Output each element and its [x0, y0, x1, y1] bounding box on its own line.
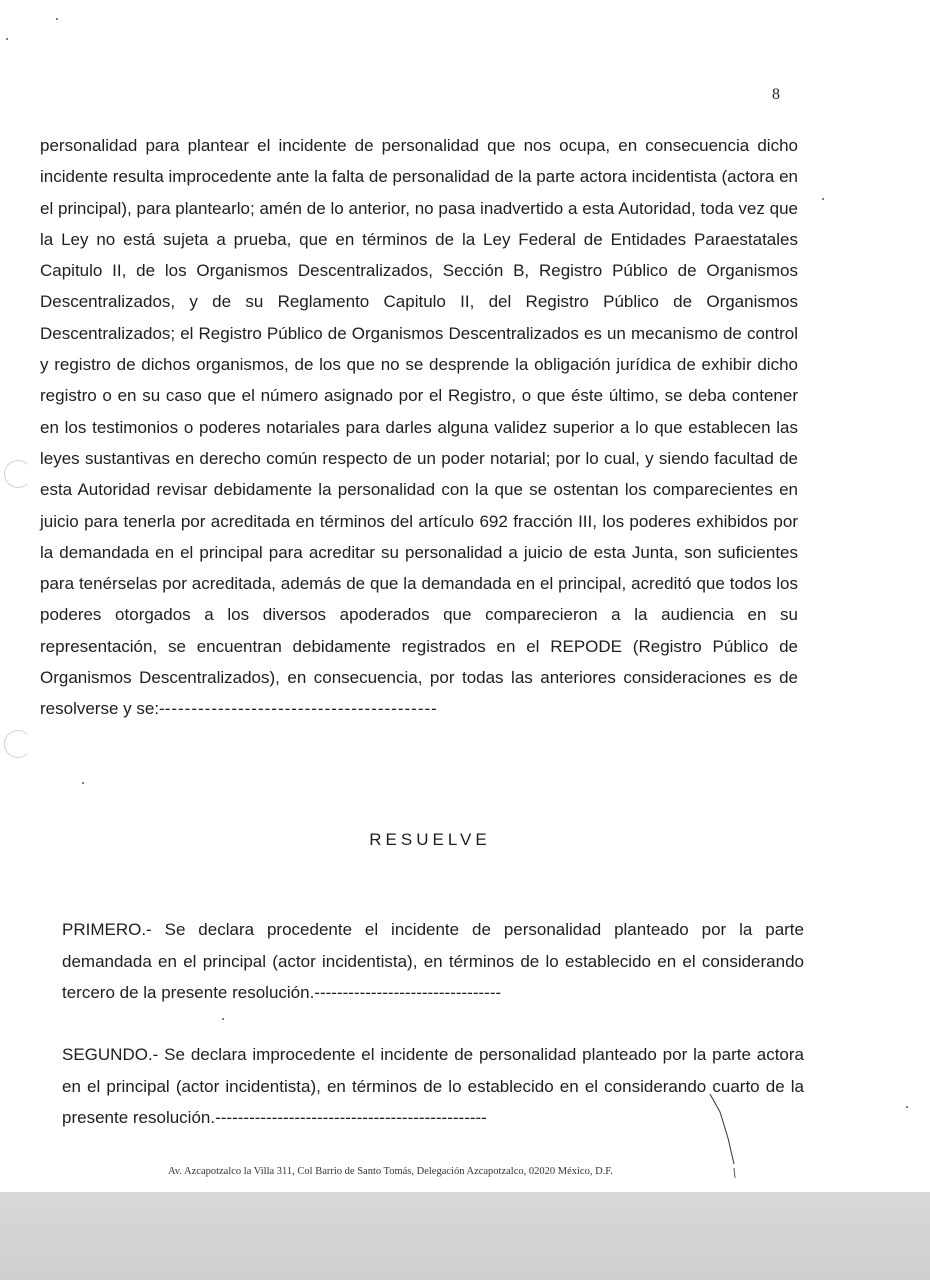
scan-background-strip [0, 1192, 930, 1280]
scan-speck [56, 18, 58, 20]
scan-speck [906, 1106, 908, 1108]
body-paragraph [40, 130, 798, 725]
scan-speck [822, 198, 824, 200]
body-paragraph-text: personalidad para plantear el incidente de personalidad que nos ocupa, en consecuencia dicho incidente resulta improcedente ante la falta de personalidad de la parte actora incidentista (actora en el principal), para plantearlo; amén de lo anterior, no pasa inadvertido a esta Autoridad, toda vez que la Ley no está sujeta a prueba, que en términos de la Ley Federal de Entidades Paraestatales Capitulo II, de los Organismos Descentralizados, Sección B, Registro Público de Organismos Descentralizados, y de su Reglamento Capitulo II, del Registro Público de Organismos Descentralizados; el Registro Público de Organismos Descentralizados es un mecanismo de control y registro de dichos organismos, de los que no se desprende la obligación jurídica de exhibir dicho registro o en su caso que el número asignado por el Registro, o que éste último, se deba contener en los testimonios o poderes notariales para darles alguna validez superior a lo que establecen las leyes sustantivas en derecho común respecto de un poder notarial; por lo cual, y siendo facultad de esta Autoridad revisar debidamente la personalidad con la que se ostentan los comparecientes en juicio para tenerla por acreditada en términos del artículo 692 fracción III, los poderes exhibidos por la demandada en el principal para acreditar su personalidad a juicio de esta Junta, son suficientes para tenérselas por acreditada, además de que la demandada en el principal, acreditó que todos los poderes otorgados a los diversos apoderados que comparecieron a la audiencia en su representación, se encuentran debidamente registrados en el REPODE (Registro Público de Organismos Descentralizados), en consecuencia, por todas las anteriores consideraciones es de resolverse y se:- [40, 136, 798, 719]
scan-speck [6, 38, 8, 40]
footer-address: Av. Azcapotzalco la Villa 311, Col Barrio de Santo Tomás, Delegación Azcapotzalco, 02020 México, D.F. [168, 1166, 613, 1177]
scan-speck [82, 782, 84, 784]
scan-speck [222, 1018, 224, 1020]
body-paragraph-dashes: ----------------------------------------- [164, 699, 438, 719]
resolve-heading: RESUELVE [369, 830, 491, 849]
page-number: 8 [772, 86, 780, 103]
handwritten-mark [706, 1090, 746, 1180]
resolutivo-segundo-text: SEGUNDO.- Se declara improcedente el incidente de personalidad planteado por la parte actora en el principal (actor incidentista), en términos de lo establecido en el considerando cuarto de la presente resolución.- [62, 1045, 804, 1127]
resolutivo-segundo [62, 1039, 804, 1134]
resolutivo-primero-dashes: -------------------------------- [319, 983, 502, 1002]
resolutivo-primero-text: PRIMERO.- Se declara procedente el incidente de personalidad planteado por la parte demandada en el principal (actor incidentista), en términos de lo establecido en el considerando tercero de la presente resolución.- [62, 920, 804, 1002]
resolutivo-primero [62, 914, 804, 1009]
resolutivo-segundo-dashes: ----------------------------------------------- [220, 1108, 487, 1127]
punch-hole-mark [4, 460, 32, 488]
punch-hole-mark [4, 730, 32, 758]
